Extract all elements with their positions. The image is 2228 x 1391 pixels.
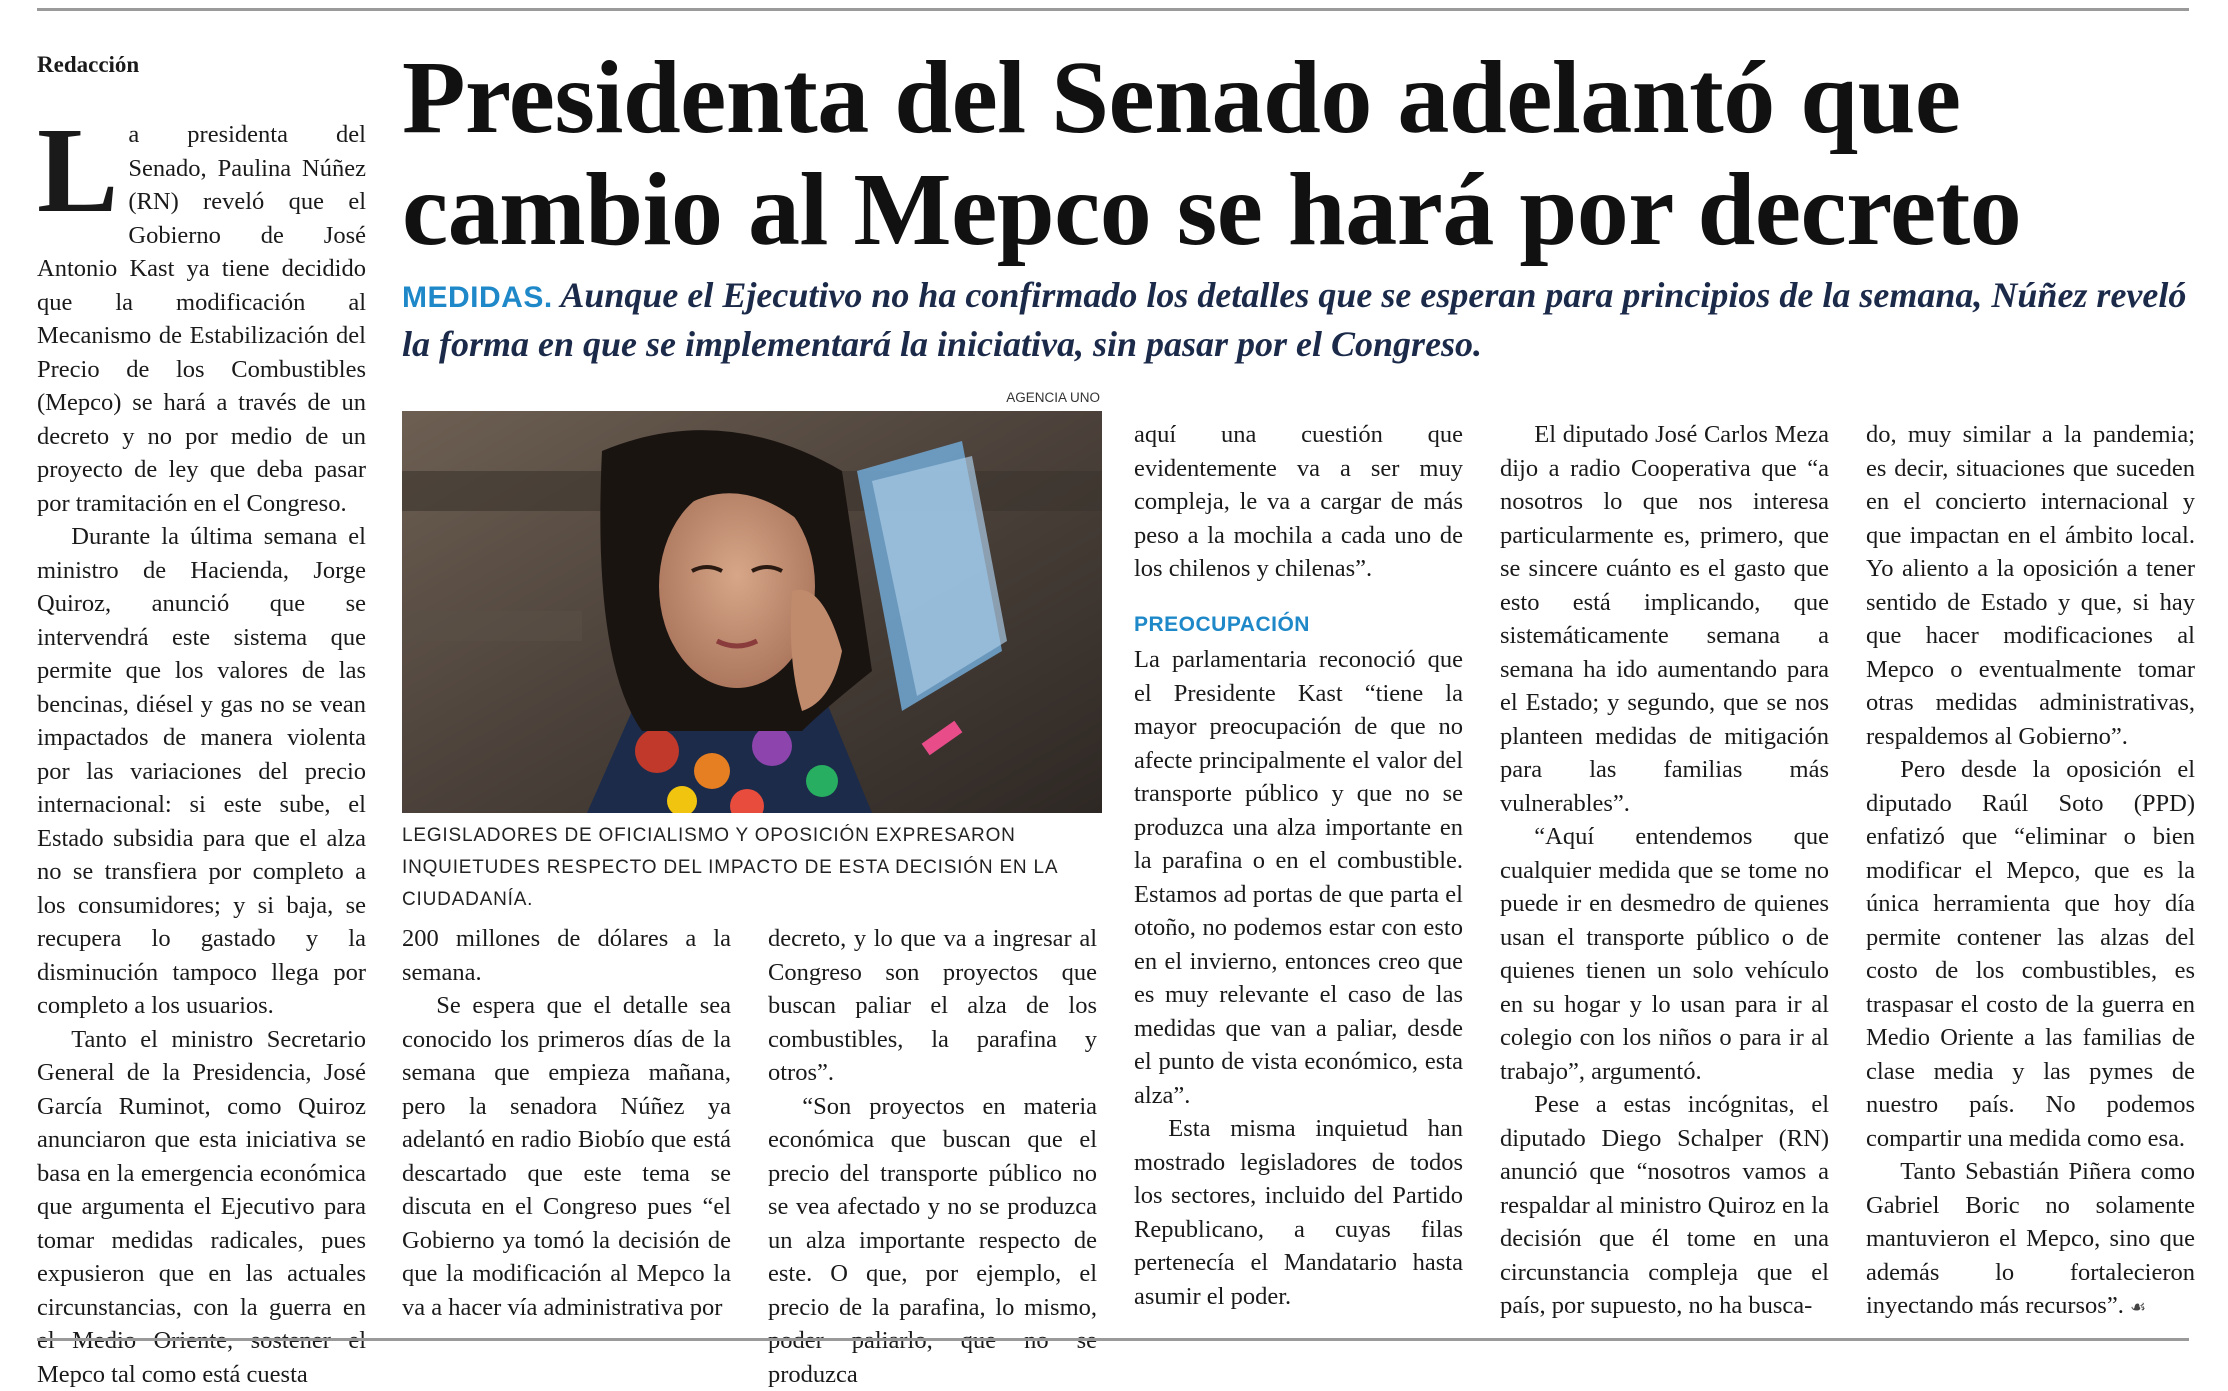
- column-6: [1866, 418, 2195, 1325]
- paragraph: Pero desde la oposición el diputado Raúl Soto (PPD) enfatizó que “eliminar o bien modificar el Mepco, que es la única herramienta que hoy día permite contener las alzas del costo de los combustibles, es traspasar el costo de la guerra en Medio Oriente a las familias de clase media y las pymes de nuestro país. No podemos compartir una medida como esa.: [1866, 753, 2195, 1155]
- paragraph: “Son proyectos en materia económica que buscan que el precio del transporte público no se vea afectado y no se produzca un alza importante respecto de este. O que, por ejemplo, el precio de la parafina, lo mismo, produzca: [768, 1090, 1097, 1391]
- end-mark-icon: ☙: [2130, 1297, 2146, 1317]
- top-rule: [37, 8, 2189, 11]
- paragraph: El diputado José Carlos Meza dijo a radio Cooperativa que “a nosotros lo que nos interesa particularmente es, primero, que se sincere cuánto es el gasto que esto está implicando, que sistemáticamente semana a semana ha ido aumentando para el Estado; y segundo, que se nos planteen medidas de mitigación para las familias más vulnerables”.: [1500, 418, 1829, 820]
- column-3: [768, 922, 1097, 1391]
- news-photo: [402, 411, 1102, 813]
- lead-paragraph: La presidenta del Senado, Paulina Núñez (RN) reveló que el Gobierno de José Antonio Kast ya tiene decidido que la modificación al Mecanismo de Estabilización del Precio de los Combustibles (Mepco) se hará a través de un decreto y no por medio de un proyecto de ley que deba pasar por tramitación en el Congreso.: [37, 118, 366, 520]
- photo-caption: LEGISLADORES DE OFICIALISMO Y OPOSICIÓN EXPRESARON INQUIETUDES RESPECTO DEL IMPACTO DE ESTA DECISIÓN EN LA CIUDADANÍA.: [402, 820, 1122, 916]
- paragraph: Tanto Sebastián Piñera como Gabriel Boric no solamente mantuvieron el Mepco, sino que además lo fortalecieron inyectando más recursos”. ☙: [1866, 1155, 2195, 1325]
- column-5: [1500, 418, 1829, 1323]
- drop-cap: L: [37, 122, 118, 220]
- paragraph: Esta misma inquietud han mostrado legisladores de todos los sectores, incluido del Partido Republicano, a cuyas filas pertenecía el Mandatario hasta asumir el poder.: [1134, 1112, 1463, 1313]
- headline: Presidenta del Senado adelantó que cambio al Mepco se hará por decreto: [402, 42, 2192, 266]
- paragraph: Durante la última semana el ministro de Hacienda, Jorge Quiroz, anunció que se intervendrá este sistema que permite que los valores de las bencinas, diésel y gas no se vean impactados de manera violenta por las variaciones del precio internacional: si este sube, el Estado subsidia para que el alza no se transfiera por completo a los consumidores; y si baja, se recupera lo gastado y la disminución tampoco llega por completo a los usuarios.: [37, 520, 366, 1023]
- column-2: [402, 922, 731, 1324]
- subhead-preocupacion: PREOCUPACIÓN: [1134, 608, 1463, 642]
- paragraph: Pese a estas incógnitas, el diputado Diego Schalper (RN) anunció que “nosotros vamos a respaldar al ministro Quiroz en la decisión que él tome en una circunstancia compleja que el país, por supuesto, no ha busca-: [1500, 1088, 1829, 1323]
- paragraph: decreto, y lo que va a ingresar al Congreso son proyectos que buscan paliar el alza de los combustibles, la parafina y otros”.: [768, 922, 1097, 1090]
- byline: Redacción: [37, 52, 139, 78]
- deck: [402, 272, 2192, 368]
- paragraph: Se espera que el detalle sea conocido los primeros días de la semana que empieza mañana, pero la senadora Núñez ya adelantó en radio Biobío que está descartado que este tema se discuta en el Congreso pues “el Gobierno ya tomó la decisión de que la modificación al Mepco la va a hacer vía administrativa por: [402, 989, 731, 1324]
- bottom-rule: [37, 1338, 2189, 1341]
- paragraph: Tanto el ministro Secretario General de la Presidencia, José García Ruminot, como Quiroz anunciaron que esta iniciativa se basa en la emergencia económica que argumenta el Ejecutivo para tomar medidas radicales, pues expusieron que en las actuales circunstancias, con la guerra en Mepco tal como está cuesta: [37, 1023, 366, 1391]
- deck-text: Aunque el Ejecutivo no ha confirmado los detalles que se esperan para principios de la semana, Núñez reveló la forma en que se implementará la iniciativa, sin pasar por el Congreso.: [402, 275, 2186, 364]
- column-4: [1134, 418, 1463, 1313]
- paragraph: aquí una cuestión que evidentemente va a ser muy compleja, le va a cargar de más peso a la mochila a cada uno de los chilenos y chilenas”.: [1134, 418, 1463, 586]
- photo-credit: AGENCIA UNO: [990, 390, 1100, 405]
- paragraph: “Aquí entendemos que cualquier medida que se tome no puede ir en desmedro de quienes usan el transporte público o de quienes tienen un solo vehículo en su hogar y lo usan para ir al colegio con los niños o para ir al trabajo”, argumentó.: [1500, 820, 1829, 1088]
- paragraph: 200 millones de dólares a la semana.: [402, 922, 731, 989]
- paragraph: do, muy similar a la pandemia; es decir, situaciones que suceden en el concierto internacional y que impactan en el ámbito local. Yo aliento a la oposición a tener sentido de Estado y que, si hay que hacer modificaciones al Mepco o eventualmente tomar otras medidas administrativas, respaldemos al Gobierno”.: [1866, 418, 2195, 753]
- paragraph: La parlamentaria reconoció que el Presidente Kast “tiene la mayor preocupación de que no afecte principalmente el valor del transporte público y que no se produzca una alza importante en la parafina o en el combustible. Estamos ad portas de que parta el otoño, no podemos estar con esto en el invierno, entonces creo que es muy relevante el caso de las medidas que van a paliar, desde el punto de vista económico, esta alza”.: [1134, 643, 1463, 1112]
- column-1: [37, 118, 366, 1391]
- deck-kicker: MEDIDAS.: [402, 281, 553, 314]
